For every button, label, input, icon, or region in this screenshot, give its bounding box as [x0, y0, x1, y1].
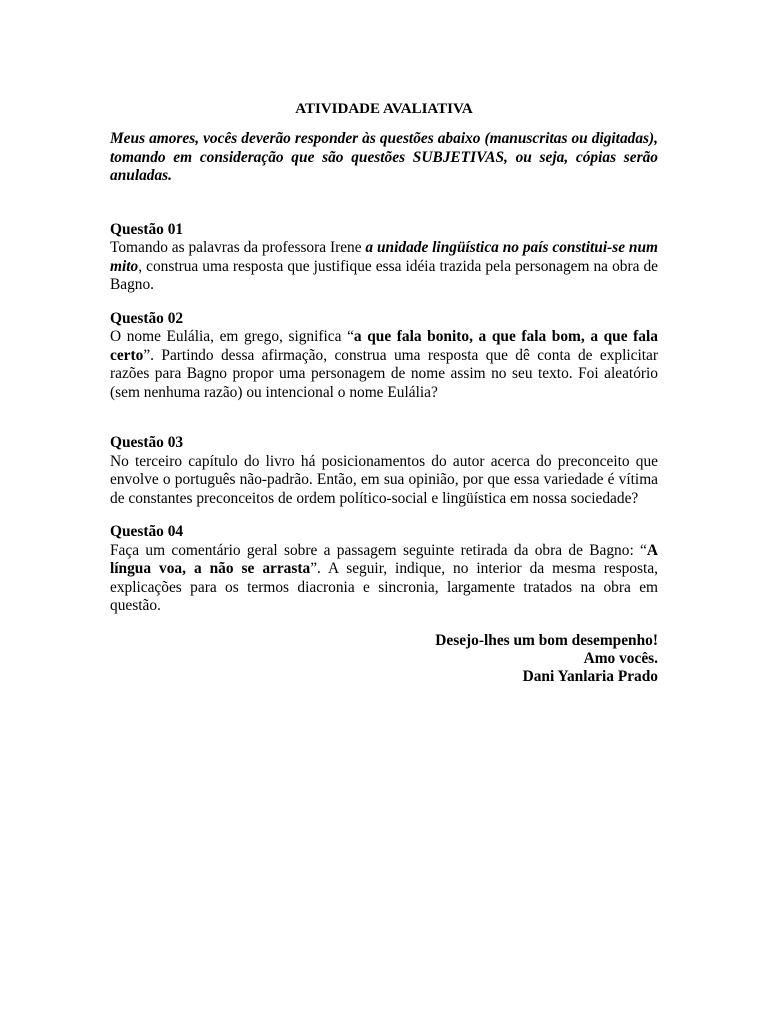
question-02: [110, 310, 658, 403]
question-text: [110, 542, 658, 616]
question-heading: Questão 02: [110, 309, 184, 327]
document-title: ATIVIDADE AVALIATIVA: [295, 101, 473, 117]
closing-signature: [110, 632, 658, 686]
question-emphasis: a unidade lingüística no país constitui-se num mito: [110, 239, 658, 275]
question-text-part: , construa uma resposta que justifique essa idéia trazida pela personagem na obra de Bagno.: [110, 257, 658, 293]
question-text: [110, 328, 658, 402]
question-heading: Questão 03: [110, 434, 184, 451]
document-page: [110, 100, 658, 686]
question-text-part: Faça um comentário geral sobre a passagem seguinte retirada da obra de Bagno: “: [110, 541, 647, 559]
question-heading: Questão 04: [110, 523, 184, 540]
question-text-part: O nome Eulália, em grego, significa “: [110, 328, 354, 345]
question-text-part: ”. A seguir, indique, no interior da mesma resposta, explicações para os termos diacronia e sincronia, largamente tratados na obra em questão.: [110, 560, 659, 614]
question-03: [110, 434, 658, 508]
closing-line: Desejo-lhes um bom desempenho!: [435, 631, 658, 649]
question-heading: Questão 01: [110, 220, 184, 238]
author-name: Dani Yanlaria Prado: [522, 667, 658, 685]
question-text: [110, 239, 658, 295]
question-emphasis: A língua voa, a não se arrasta: [110, 541, 658, 577]
question-text-part: Tomando as palavras da professora Irene: [110, 239, 366, 256]
question-emphasis: a que fala bonito, a que fala bom, a que fala certo: [110, 328, 658, 364]
closing-line: Amo vocês.: [583, 649, 658, 667]
question-text: No terceiro capítulo do livro há posicionamentos do autor acerca do preconceito que envolve o português não-padrão. Então, em sua opinião, por que essa variedade é vítima de constantes preconceitos de ordem político-social e lingüística em nossa sociedade?: [110, 452, 658, 507]
question-text-part: ”. Partindo dessa afirmação, construa uma resposta que dê conta de explicitar razões para Bagno propor uma personagem de nome assim no seu texto. Foi aleatório (sem nenhuma razão) ou intencional o nome Eulália?: [110, 346, 658, 401]
question-01: [110, 221, 658, 295]
intro-paragraph: Meus amores, vocês deverão responder às questões abaixo (manuscritas ou digitadas), tomando em consideração que são questões SUBJETIVAS, ou seja, cópias serão anuladas.: [110, 130, 658, 184]
question-04: [110, 523, 658, 616]
